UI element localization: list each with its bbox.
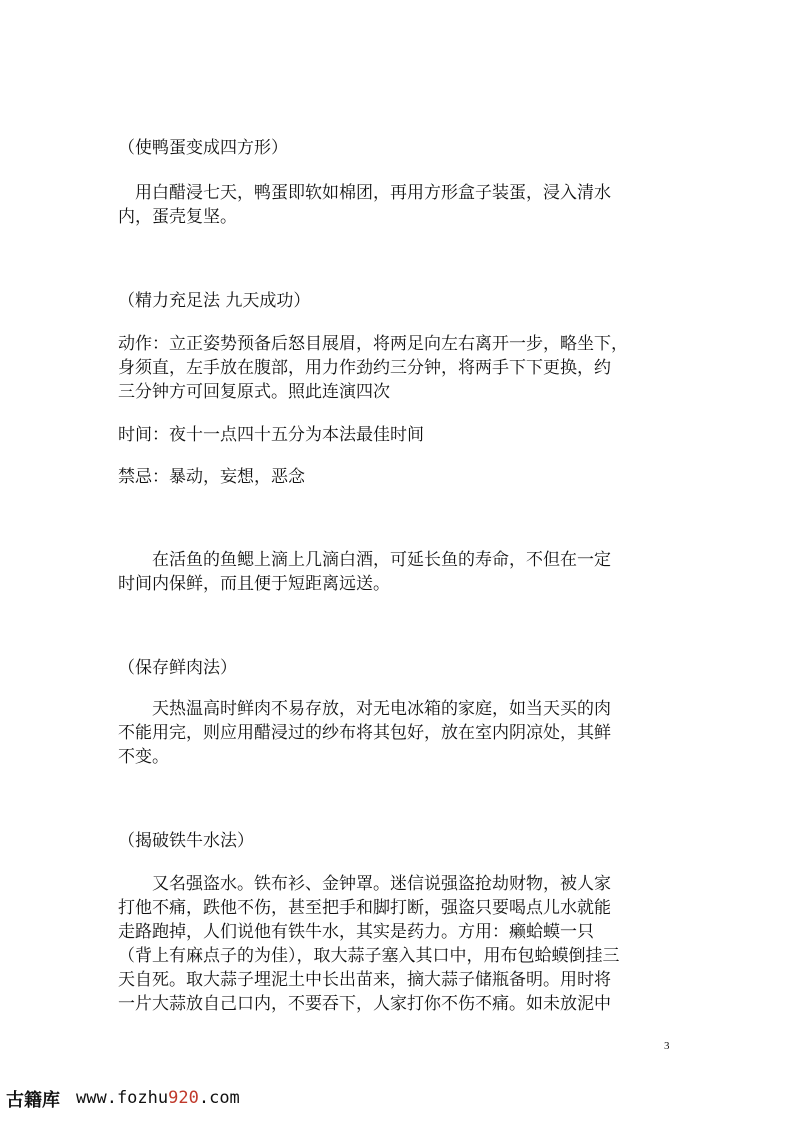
footer-url-suffix: .com xyxy=(198,1088,240,1108)
paragraph-meat-line-1: 天热温高时鲜肉不易存放，对无电冰箱的家庭，如当天买的肉 xyxy=(118,699,611,719)
footer-url-link[interactable] xyxy=(76,1088,240,1108)
heading-duck-egg: （使鸭蛋变成四方形） xyxy=(118,138,288,158)
paragraph-duck-egg-line-1: 用白醋浸七天，鸭蛋即软如棉团，再用方形盒子装蛋，浸入清水 xyxy=(118,183,611,203)
paragraph-taboo: 禁忌：暴动，妄想，恶念 xyxy=(118,467,305,487)
paragraph-fish-line-1: 在活鱼的鱼鳃上滴上几滴白酒，可延长鱼的寿命，不但在一定 xyxy=(118,550,611,570)
paragraph-action-line-3: 三分钟方可回复原式。照此连演四次 xyxy=(118,382,390,402)
paragraph-fish-line-2: 时间内保鲜，而且便于短距离远送。 xyxy=(118,574,390,594)
page-number: 3 xyxy=(664,1040,670,1052)
footer-url-prefix: www.fozhu xyxy=(76,1088,169,1108)
paragraph-iron-ox-line-4: （背上有麻点子的为佳），取大蒜子塞入其口中，用布包蛤蟆倒挂三 xyxy=(118,946,620,966)
heading-iron-ox-water: （揭破铁牛水法） xyxy=(118,831,254,851)
paragraph-meat-line-2: 不能用完，则应用醋浸过的纱布将其包好，放在室内阴凉处，其鲜 xyxy=(118,723,611,743)
paragraph-iron-ox-line-3: 走路跑掉，人们说他有铁牛水，其实是药力。方用：癞蛤蟆一只 xyxy=(118,922,594,942)
paragraph-action-line-2: 身须直，左手放在腹部，用力作劲约三分钟，将两手下下更换，约 xyxy=(118,358,611,378)
paragraph-iron-ox-line-6: 一片大蒜放自己口内，不要吞下，人家打你不伤不痛。如未放泥中 xyxy=(118,994,611,1014)
paragraph-time: 时间：夜十一点四十五分为本法最佳时间 xyxy=(118,425,424,445)
paragraph-action-line-1: 动作：立正姿势预备后怒目展眉，将两足向左右离开一步，略坐下， xyxy=(118,334,628,354)
footer-url-accent: 920 xyxy=(168,1088,199,1108)
paragraph-meat-line-3: 不变。 xyxy=(118,747,169,767)
heading-fresh-meat: （保存鲜肉法） xyxy=(118,658,237,678)
heading-energy-method: （精力充足法 九天成功） xyxy=(118,291,311,311)
paragraph-iron-ox-line-1: 又名强盗水。铁布衫、金钟罩。迷信说强盗抢劫财物，被人家 xyxy=(118,874,611,894)
paragraph-iron-ox-line-5: 天自死。取大蒜子埋泥土中长出苗来，摘大蒜子储瓶备明。用时将 xyxy=(118,970,611,990)
footer-brand-logo: 古籍库 xyxy=(6,1090,60,1111)
paragraph-iron-ox-line-2: 打他不痛，跌他不伤，甚至把手和脚打断，强盗只要喝点儿水就能 xyxy=(118,898,611,918)
paragraph-duck-egg-line-2: 内，蛋壳复坚。 xyxy=(118,207,237,227)
